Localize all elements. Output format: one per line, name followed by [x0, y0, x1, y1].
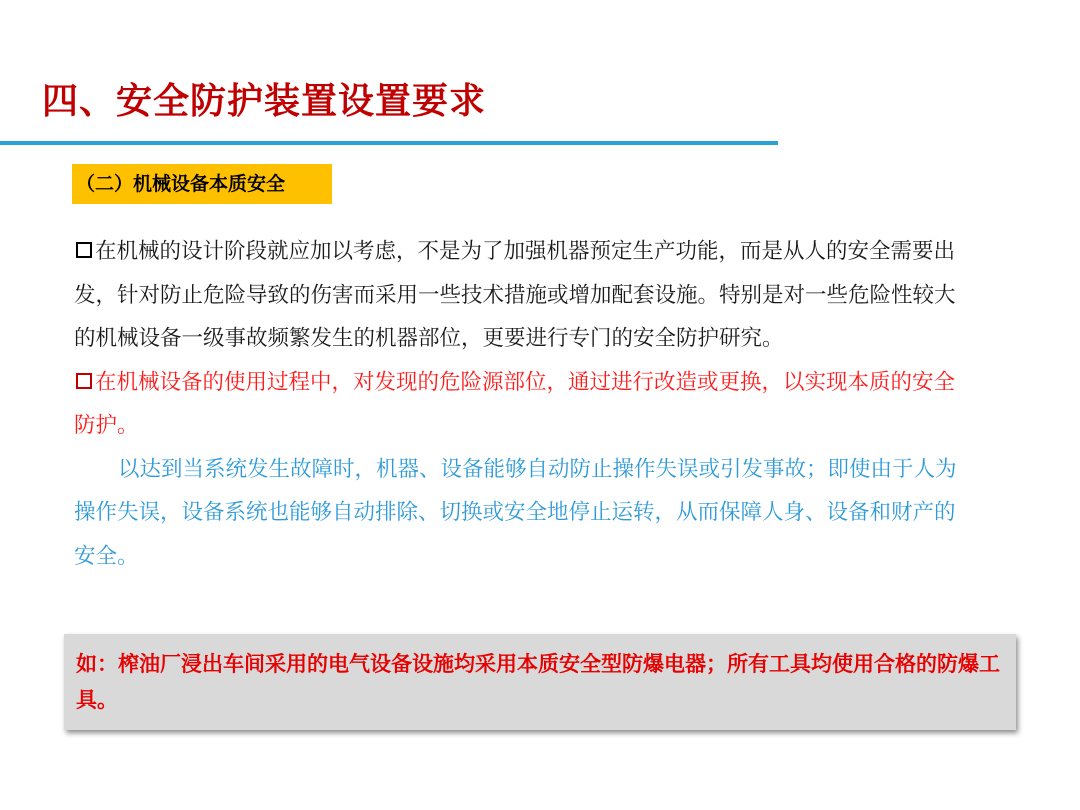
body-content [74, 230, 966, 578]
square-bullet-icon [76, 373, 92, 389]
paragraph-goal [74, 448, 966, 579]
example-callout: 如：榨油厂浸出车间采用的电气设备设施均采用本质安全型防爆电器；所有工具均使用合格的防爆工具。 [64, 634, 1016, 730]
paragraph-text: 在机械的设计阶段就应加以考虑，不是为了加强机器预定生产功能，而是从人的安全需要出发，针对防止危险导致的伤害而采用一些技术措施或增加配套设施。特别是对一些危险性较大的机械设备一级事故频繁发生的机器部位，更要进行专门的安全防护研究。 [74, 239, 956, 351]
square-bullet-icon [76, 242, 92, 258]
page-title: 四、安全防护装置设置要求 [42, 81, 487, 122]
paragraph-text: 以达到当系统发生故障时，机器、设备能够自动防止操作失误或引发事故；即使由于人为操作失误，设备系统也能够自动排除、切换或安全地停止运转，从而保障人身、设备和财产的安全。 [74, 456, 957, 569]
title-divider [0, 141, 778, 145]
paragraph-design-stage [74, 230, 966, 361]
paragraph-usage-stage [74, 361, 966, 448]
paragraph-text: 在机械设备的使用过程中，对发现的危险源部位，通过进行改造或更换，以实现本质的安全防护。 [74, 369, 956, 438]
section-subtitle: （二）机械设备本质安全 [72, 164, 332, 204]
